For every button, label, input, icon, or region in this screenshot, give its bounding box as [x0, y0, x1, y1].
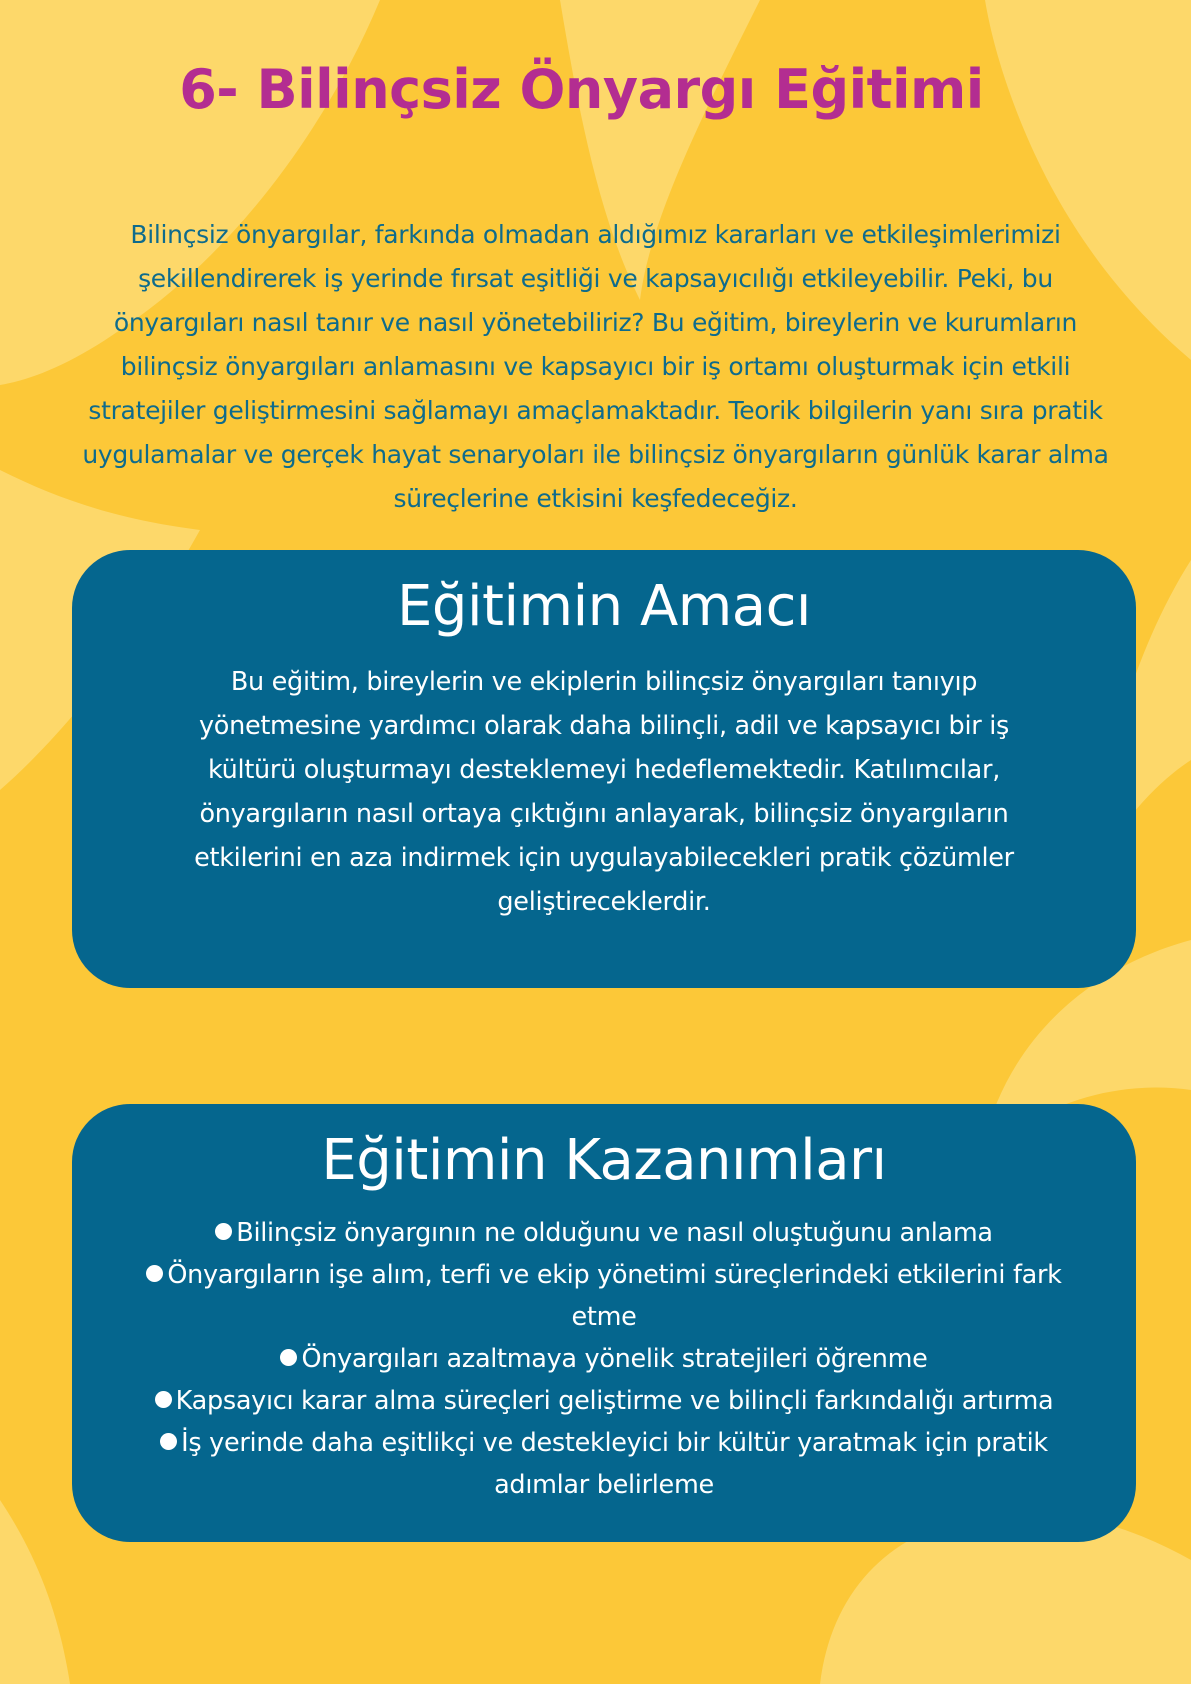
gains-list: [124, 1212, 1084, 1506]
aim-body: Bu eğitim, bireylerin ve ekiplerin bilinçsiz önyargıları tanıyıp yönetmesine yardımcı olarak daha bilinçli, adil ve kapsayıcı bir iş kültürü oluşturmayı desteklemeyi hedeflemektedir. Katılımcılar, önyargıların nasıl ortaya çıktığını anlayarak, bilinçsiz önyargıların etkilerini en aza indirmek için uygulayabilecekleri pratik çözümler geliştireceklerdir.: [194, 667, 1014, 917]
list-item: [124, 1380, 1084, 1422]
gain-text: Önyargıların işe alım, terfi ve ekip yönetimi süreçlerindeki etkilerini fark etme: [167, 1260, 1062, 1332]
bullet-icon: [280, 1349, 297, 1366]
list-item: [124, 1254, 1084, 1338]
list-item: [124, 1422, 1084, 1506]
gain-text: İş yerinde daha eşitlikçi ve destekleyici bir kültür yaratmak için pratik adımlar belirleme: [181, 1428, 1048, 1500]
bullet-icon: [215, 1223, 232, 1240]
gains-heading: Eğitimin Kazanımları: [321, 1128, 887, 1193]
list-item: [124, 1212, 1084, 1254]
gain-text: Bilinçsiz önyargının ne olduğunu ve nasıl oluştuğunu anlama: [236, 1218, 993, 1248]
bullet-icon: [155, 1391, 172, 1408]
gains-card: [72, 1104, 1136, 1542]
page-title: 6- Bilinçsiz Önyargı Eğitimi: [179, 58, 984, 121]
background-shape: [0, 1500, 70, 1684]
list-item: [124, 1338, 1084, 1380]
bullet-icon: [160, 1433, 177, 1450]
gain-text: Önyargıları azaltmaya yönelik stratejileri öğrenme: [301, 1344, 928, 1374]
gain-text: Kapsayıcı karar alma süreçleri geliştirme ve bilinçli farkındalığı artırma: [175, 1386, 1054, 1416]
bullet-icon: [146, 1265, 163, 1282]
intro-paragraph: Bilinçsiz önyargılar, farkında olmadan aldığımız kararları ve etkileşimlerimizi şekillendirerek iş yerinde fırsat eşitliği ve kapsayıcılığı etkileyebilir. Peki, bu önyargıları nasıl tanır ve nasıl yönetebiliriz? Bu eğitim, bireylerin ve kurumların bilinçsiz önyargıları anlamasını ve kapsayıcı bir iş ortamı oluşturmak için etkili stratejiler geliştirmesini sağlamayı amaçlamaktadır. Teorik bilgilerin yanı sıra pratik uygulamalar ve gerçek hayat senaryoları ile bilinçsiz önyargıların günlük karar alma süreçlerine etkisini keşfedeceğiz.: [82, 220, 1109, 513]
aim-heading: Eğitimin Amacı: [397, 574, 811, 639]
aim-card: [72, 550, 1136, 988]
